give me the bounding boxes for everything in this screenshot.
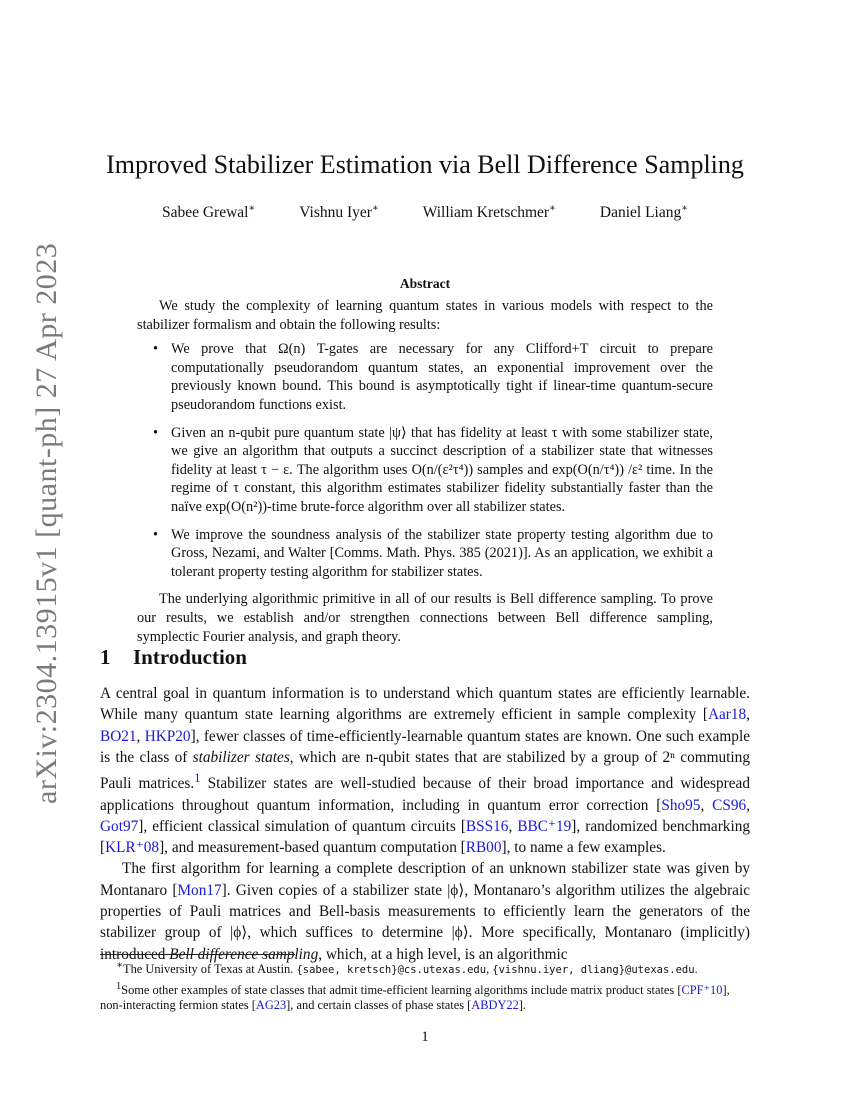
section-number: 1 (100, 645, 111, 669)
citation-link[interactable]: AG23 (255, 998, 287, 1013)
citation-link[interactable]: ABDY22 (471, 998, 519, 1013)
citation-link[interactable]: CS96 (712, 796, 747, 814)
abstract-results-list (137, 340, 713, 581)
abstract-heading: Abstract (399, 276, 451, 291)
paragraph: A central goal in quantum information is to understand which quantum states are efficiently learnable. While many quantum state learning algorithms are extremely efficient in sample complexity [Aar18, BO21, HKP20], fewer classes of time-efficiently-learnable quantum states are known. One such example is the class of stabilizer states, which are n-qubit states that are stabilized by a group of 2ⁿ commuting Pauli matrices.$^1$ Stabilizer states are well-studied because of their broad importance and widespread applications throughout quantum information, including in quantum error correction [Sho95, CS96, Got97], efficient classical simulation of quantum circuits [BSS16, BBC⁺19], randomized benchmarking [KLR⁺08], and measurement-based quantum computation [RB00], to name a few examples. (100, 685, 750, 857)
citation-link[interactable]: Sho95 (661, 796, 701, 814)
bullet-icon: • (153, 526, 159, 543)
footnotes (100, 958, 750, 1014)
citation-link[interactable]: BSS16 (465, 817, 509, 835)
citation-link[interactable]: Mon17 (177, 881, 222, 899)
author: Daniel Liang∗ (599, 203, 689, 222)
author: Sabee Grewal∗ (161, 203, 256, 222)
section-title: Introduction (133, 645, 247, 669)
email-address: {vishnu.iyer, dliang}@utexas.edu (492, 964, 695, 977)
section-heading (100, 645, 247, 670)
emphasis: stabilizer states (192, 748, 290, 766)
footnote-affiliation: ∗The University of Texas at Austin. {sabee, kretsch}@cs.utexas.edu, {vishnu.iyer, dliang}@utexas.edu. (116, 960, 698, 977)
footnote-link[interactable]: 1 (194, 771, 201, 786)
author: Vishnu Iyer∗ (299, 203, 379, 222)
citation-link[interactable]: Got97 (100, 817, 139, 835)
citation-link[interactable]: BBC⁺19 (517, 817, 572, 835)
page-number: 1 (421, 1029, 429, 1045)
email-address: {sabee, kretsch}@cs.utexas.edu (296, 964, 487, 977)
abstract-closing: The underlying algorithmic primitive in all of our results is Bell difference sampling. To prove our results, we establish and/or strengthen connections between Bell difference sampling, symplectic Fourier analysis, and graph theory. (137, 591, 713, 645)
introduction-body (100, 683, 750, 965)
list-item: • Given an n-qubit pure quantum state |ψ⟩ that has fidelity at least τ with some stabilizer state, we give an algorithm that outputs a succinct description of a stabilizer state that witnesses fidelity at least τ − ε. The algorithm uses O(n/(ε²τ⁴)) samples and exp(O(n/τ⁴)) /ε² time. In the regime of τ constant, this algorithm estimates stabilizer fidelity substantially faster than the naïve exp(O(n²))-time brute-force algorithm over all stabilizer states. (153, 424, 713, 515)
emphasis: Bell difference sampling (169, 945, 319, 963)
arxiv-identifier: arXiv:2304.13915v1 [quant-ph] 27 Apr 2023 (30, 242, 63, 804)
bullet-icon: • (153, 424, 159, 441)
footnote-divider (100, 954, 295, 955)
author: William Kretschmer∗ (422, 203, 556, 222)
footnote-1: $^1$Some other examples of state classes that admit time-efficient learning algorithms include matrix product states [CPF⁺10], non-interacting fermion states [AG23], and certain classes of phase states [ABDY22]. (100, 980, 730, 1013)
author-list (100, 203, 750, 222)
paper-title: Improved Stabilizer Estimation via Bell Difference Sampling (106, 150, 744, 179)
list-item: • We prove that Ω(n) T-gates are necessary for any Clifford+T circuit to prepare computationally pseudorandom quantum states, an exponential improvement over the previously known bound. This bound is asymptotically tight if linear-time quantum-secure pseudorandom functions exist. (153, 341, 713, 413)
abstract-intro: We study the complexity of learning quantum states in various models with respect to the stabilizer formalism and obtain the following results: (137, 298, 713, 333)
citation-link[interactable]: KLR⁺08 (105, 839, 160, 857)
bullet-icon: • (153, 341, 159, 358)
paragraph: The first algorithm for learning a complete description of an unknown stabilizer state was given by Montanaro [Mon17]. Given copies of a stabilizer state |ϕ⟩, Montanaro’s algorithm utilizes the algebraic properties of Pauli matrices and Bell-basis measurements to efficiently learn the generators of the stabilizer group of |ϕ⟩, which suffices to determine |ϕ⟩. More specifically, Montanaro (implicitly) introduced Bell difference sampling, which, at a high level, is an algorithmic (100, 860, 750, 963)
list-item: • We improve the soundness analysis of the stabilizer state property testing algorithm due to Gross, Nezami, and Walter [Comms. Math. Phys. 385 (2021)]. As an application, we exhibit a tolerant property testing algorithm for stabilizer states. (153, 526, 713, 580)
abstract-body (137, 297, 713, 646)
citation-link[interactable]: CPF⁺10 (681, 982, 723, 997)
citation-link[interactable]: HKP20 (144, 727, 191, 745)
citation-link[interactable]: Aar18 (707, 706, 747, 724)
citation-link[interactable]: BO21 (100, 727, 137, 745)
citation-link[interactable]: RB00 (465, 839, 502, 857)
